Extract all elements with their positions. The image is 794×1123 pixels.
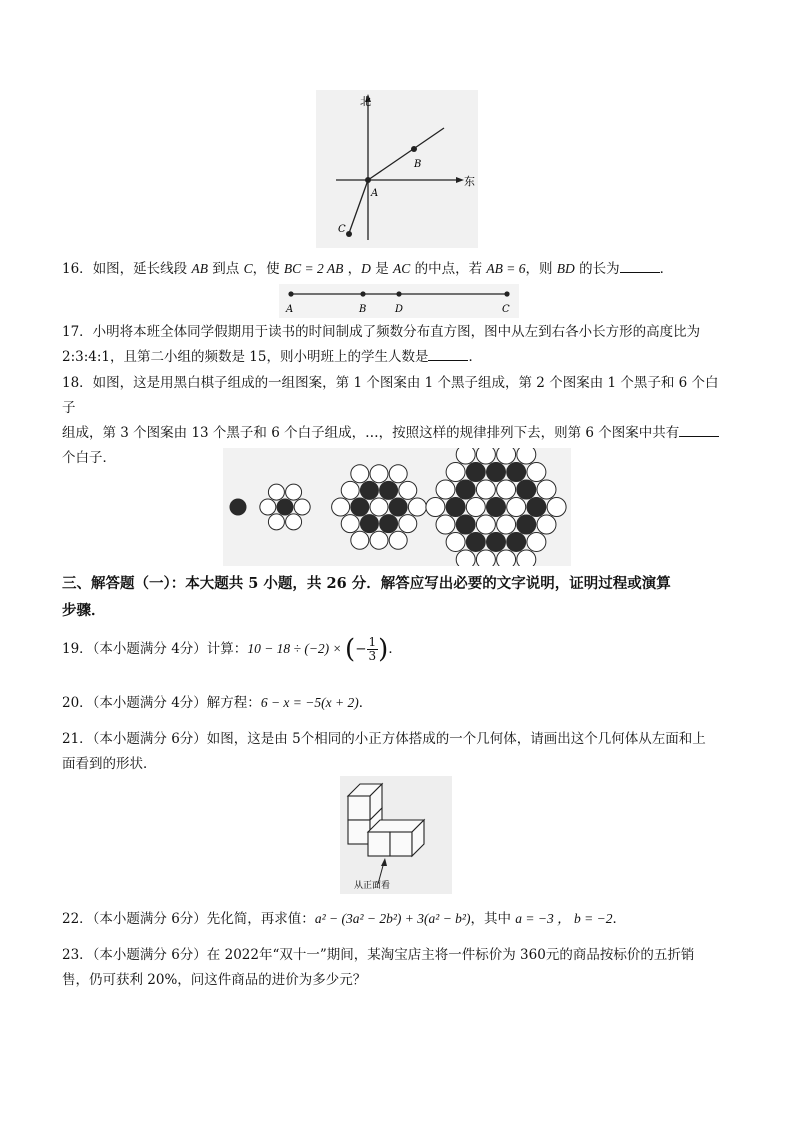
white-piece: [426, 498, 445, 517]
white-piece: [456, 448, 475, 464]
white-piece: [370, 465, 388, 483]
white-piece: [332, 498, 350, 516]
point-c-label: C: [338, 224, 346, 235]
compass-figure: [316, 90, 478, 248]
white-piece: [268, 514, 284, 530]
question-20: 20．（本小题满分 4分）解方程：6 − x = −5(x + 2)．: [62, 695, 373, 711]
black-piece: [517, 480, 536, 499]
black-piece: [389, 498, 407, 516]
black-piece: [360, 515, 378, 533]
white-piece: [399, 515, 417, 533]
segment-figure: [279, 284, 519, 318]
white-piece: [527, 532, 546, 551]
white-piece: [341, 481, 359, 499]
label-c: C: [502, 304, 510, 315]
white-piece: [527, 463, 546, 482]
black-piece: [230, 499, 246, 515]
white-piece: [517, 550, 536, 566]
black-piece: [456, 480, 475, 499]
white-piece: [260, 499, 276, 515]
white-piece: [370, 498, 388, 516]
black-piece: [517, 515, 536, 534]
point-a-label: A: [371, 188, 379, 199]
white-piece: [537, 515, 556, 534]
white-piece: [436, 480, 455, 499]
white-piece: [408, 498, 426, 516]
black-piece: [466, 463, 485, 482]
white-piece: [456, 550, 475, 566]
fraction: $\frac{1}{3}$: [368, 635, 377, 663]
cube-caption: 从正面看: [354, 881, 391, 891]
label-b: B: [359, 304, 367, 315]
white-piece: [497, 550, 516, 566]
black-piece: [527, 498, 546, 517]
white-piece: [476, 515, 495, 534]
black-piece: [360, 481, 378, 499]
white-piece: [466, 498, 485, 517]
white-piece: [476, 550, 495, 566]
white-piece: [497, 515, 516, 534]
white-piece: [351, 465, 369, 483]
black-piece: [466, 532, 485, 551]
white-piece: [399, 481, 417, 499]
black-piece: [380, 481, 398, 499]
white-piece: [507, 498, 526, 517]
white-piece: [476, 480, 495, 499]
east-label: 东: [464, 175, 475, 188]
question-17: 17．小明将本班全体同学假期用于读书的时间制成了频数分布直方图，图中从左到右各小长方形的高度比为 2:3:4:1，且第二小组的频数是 15，则小明班上的学生人数是 ．: [62, 324, 701, 365]
black-piece: [487, 498, 506, 517]
white-piece: [370, 531, 388, 549]
label-a: A: [286, 304, 294, 315]
black-piece: [351, 498, 369, 516]
black-piece: [277, 499, 293, 515]
cube-figure: [340, 776, 452, 894]
white-piece: [446, 532, 465, 551]
black-piece: [487, 532, 506, 551]
white-piece: [341, 515, 359, 533]
chess-pattern-figure: [223, 448, 571, 566]
white-piece: [268, 484, 284, 500]
white-piece: [286, 484, 302, 500]
white-piece: [537, 480, 556, 499]
white-piece: [497, 448, 516, 464]
white-piece: [286, 514, 302, 530]
black-piece: [507, 532, 526, 551]
black-piece: [380, 515, 398, 533]
black-piece: [507, 463, 526, 482]
white-piece: [294, 499, 310, 515]
point-b-label: B: [414, 159, 422, 170]
white-piece: [497, 480, 516, 499]
question-16: 16．如图，延长线段 AB 到点 C，使 BC = 2 AB ，D 是 AC 的中点，若 AB = 6，则 BD 的长为 ．: [62, 261, 674, 277]
white-piece: [547, 498, 566, 517]
label-d: D: [395, 304, 404, 315]
white-piece: [517, 448, 536, 464]
answer-blank: [620, 260, 660, 273]
white-piece: [389, 531, 407, 549]
white-piece: [351, 531, 369, 549]
question-23: 23．（本小题满分 6分）在 2022年“双十一”期间，某淘宝店主将一件标价为 360元的商品按标价的五折销 售，仍可获利 20%，问这件商品的进价为多少元？: [62, 947, 695, 988]
white-piece: [446, 463, 465, 482]
white-piece: [476, 448, 495, 464]
question-21: 21．（本小题满分 6分）如图，这是由 5个相同的小正方体搭成的一个几何体，请画出这个几何体从左面和上 面看到的形状．: [62, 731, 706, 772]
question-18: 18．如图，这是用黑白棋子组成的一组图案，第 1 个图案由 1 个黑子组成，第 2 个图案由 1 个黑子和 6 个白子 组成，第 3 个图案由 13 个黑子和 6 个白子组成，…，按照这样的规律排列下去，则第 6 个图案中共有 个白子．: [62, 375, 719, 466]
white-piece: [389, 465, 407, 483]
section-3-header: 三、解答题（一）：本大题共 5 小题，共 26 分．解答应写出必要的文字说明，证明过程或演算 步骤．: [62, 575, 671, 619]
answer-blank: [679, 424, 719, 437]
answer-blank: [428, 348, 468, 361]
black-piece: [487, 463, 506, 482]
question-19: 19．（本小题满分 4分）计算：10 − 18 ÷ (−2) × (− $\frac{1}{3}$ )．: [62, 634, 402, 665]
black-piece: [446, 498, 465, 517]
question-22: 22．（本小题满分 6分）先化简，再求值：a² − (3a² − 2b²) + 3(a² − b²)，其中 a = −3 ， b = −2．: [62, 911, 626, 927]
black-piece: [456, 515, 475, 534]
north-label: 北: [360, 95, 371, 108]
white-piece: [436, 515, 455, 534]
